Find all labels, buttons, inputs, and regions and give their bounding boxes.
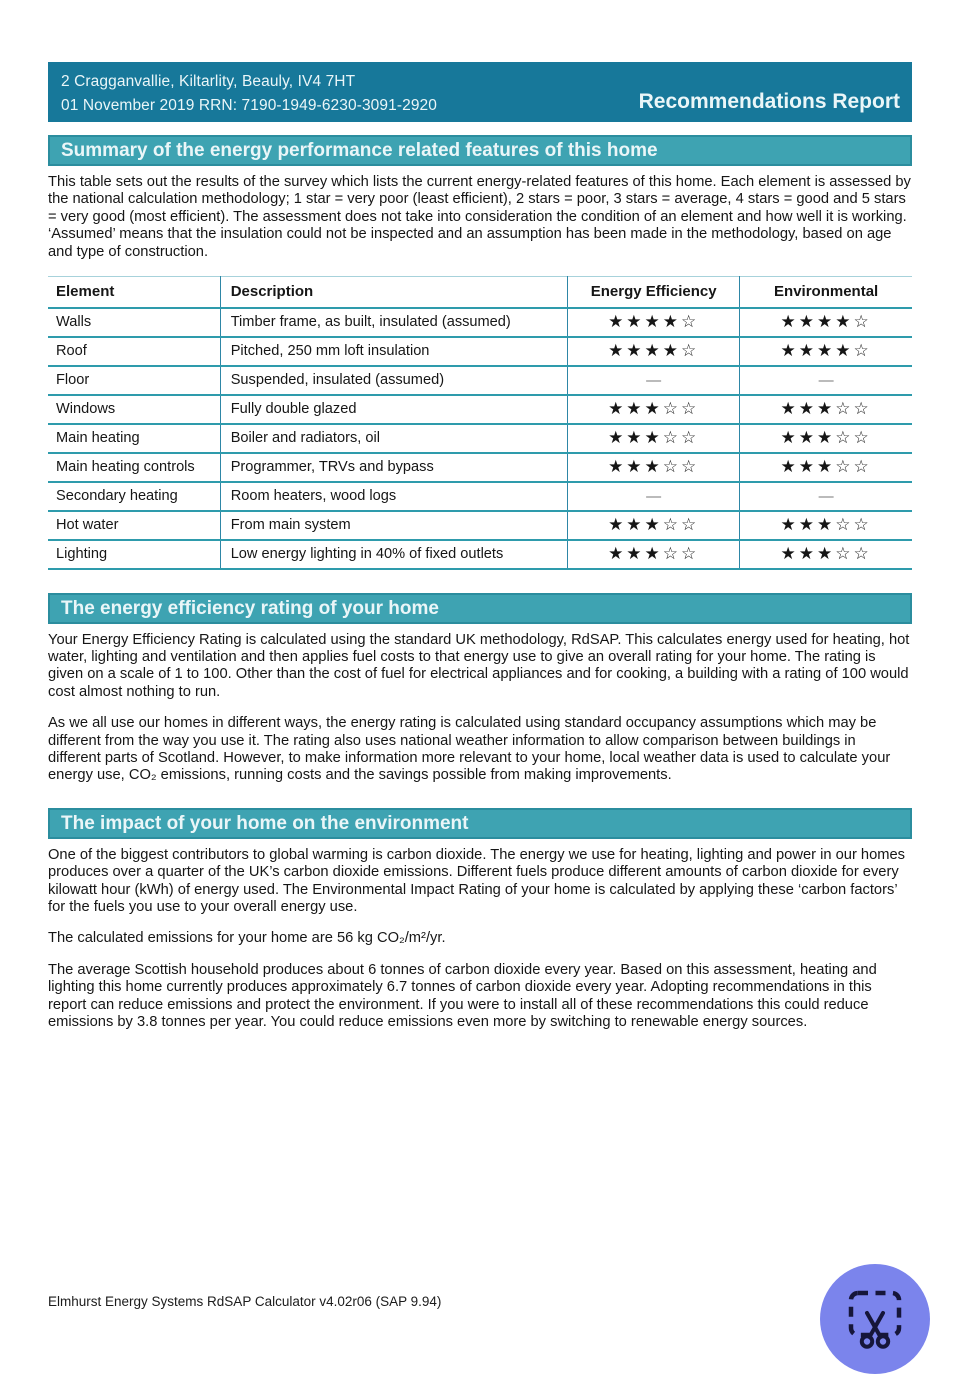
energy-efficiency-stars-cell: ★★★☆☆	[568, 453, 740, 482]
energy-efficiency-stars-cell: —	[568, 366, 740, 395]
environment-paragraph-2: The average Scottish household produces about 6 tonnes of carbon dioxide every year. Based on this assessment, heating and lighting this home currently produces approximately 6.7 tonnes of carbon dioxide every year. Adopting recommendations in this report can reduce emissions and protect the environment. If you were to install all of these recommendations this could reduce emissions by 3.8 tonnes per year. You could reduce emissions even more by switching to renewable energy sources.	[48, 961, 877, 1031]
report-date-rrn: 01 November 2019 RRN: 7190-1949-6230-3091-2920	[61, 97, 437, 114]
element-cell: Hot water	[48, 511, 220, 540]
report-body	[48, 62, 912, 1031]
description-cell: From main system	[220, 511, 567, 540]
features-table-body	[48, 308, 912, 569]
description-cell: Timber frame, as built, insulated (assumed)	[220, 308, 567, 337]
environment-emissions-line: The calculated emissions for your home are 56 kg CO₂/m²/yr.	[48, 930, 446, 947]
efficiency-paragraph-1: Your Energy Efficiency Rating is calculated using the standard UK methodology, RdSAP. This calculates energy used for heating, hot water, lighting and ventilation and then applies fuel costs to that energy use to give an overall rating for your home. The rating is given on a scale of 1 to 100. Other than the cost of fuel for electrical appliances and for cooking, a building with a rating of 100 would cost almost nothing to run.	[48, 631, 910, 700]
environmental-stars-cell: ★★★★☆	[740, 337, 912, 366]
report-header-band	[48, 62, 912, 122]
snip-scissors-icon	[843, 1286, 907, 1352]
feature-row	[48, 482, 912, 511]
energy-efficiency-stars-cell: ★★★☆☆	[568, 511, 740, 540]
environmental-stars-cell: ★★★☆☆	[740, 395, 912, 424]
description-cell: Programmer, TRVs and bypass	[220, 453, 567, 482]
summary-intro-paragraph: This table sets out the results of the survey which lists the current energy-related features of this home. Each element is assessed by the national calculation methodology; 1 star = very poor (least efficient), 2 stars = poor, 3 stars = average, 4 stars = good and 5 stars = very good (most efficient). The assessment does not take into consideration the condition of an element and how well it is working. ‘Assumed’ means that the insulation could not be inspected and an assumption has been made in the methodology, based on age and type of construction.	[48, 174, 911, 260]
environmental-stars-cell: ★★★☆☆	[740, 540, 912, 569]
feature-row	[48, 424, 912, 453]
element-cell: Walls	[48, 308, 220, 337]
screenshot-capture-button[interactable]	[820, 1264, 930, 1374]
efficiency-paragraph-2: As we all use our homes in different ways, the energy rating is calculated using standard occupancy assumptions which may be different from the way you use it. The rating also uses national weather information to allow comparison between buildings in different parts of Scotland. However, to make information more relevant to your home, local weather data is used to calculate your energy use, CO₂ emissions, running costs and the savings possible from making improvements.	[48, 715, 891, 784]
description-cell: Pitched, 250 mm loft insulation	[220, 337, 567, 366]
energy-efficiency-stars-cell: ★★★★☆	[568, 337, 740, 366]
feature-row	[48, 308, 912, 337]
description-cell: Boiler and radiators, oil	[220, 424, 567, 453]
column-header-energy-efficiency: Energy Efficiency	[568, 277, 740, 308]
property-address: 2 Cragganvallie, Kiltarlity, Beauly, IV4 7HT	[61, 73, 356, 90]
environmental-stars-cell: ★★★☆☆	[740, 424, 912, 453]
feature-row	[48, 540, 912, 569]
element-cell: Windows	[48, 395, 220, 424]
section-heading-efficiency: The energy efficiency rating of your home	[48, 593, 912, 624]
environmental-stars-cell: —	[740, 482, 912, 511]
feature-row	[48, 366, 912, 395]
element-cell: Secondary heating	[48, 482, 220, 511]
element-cell: Main heating controls	[48, 453, 220, 482]
description-cell: Suspended, insulated (assumed)	[220, 366, 567, 395]
column-header-environmental: Environmental	[740, 277, 912, 308]
section-heading-summary: Summary of the energy performance related features of this home	[48, 135, 912, 166]
feature-row	[48, 395, 912, 424]
element-cell: Roof	[48, 337, 220, 366]
environmental-stars-cell: ★★★☆☆	[740, 511, 912, 540]
energy-efficiency-stars-cell: ★★★☆☆	[568, 395, 740, 424]
description-cell: Fully double glazed	[220, 395, 567, 424]
footer-software-version: Elmhurst Energy Systems RdSAP Calculator v4.02r06 (SAP 9.94)	[48, 1294, 442, 1309]
feature-row	[48, 453, 912, 482]
feature-row	[48, 337, 912, 366]
element-cell: Main heating	[48, 424, 220, 453]
environmental-stars-cell: ★★★☆☆	[740, 453, 912, 482]
energy-efficiency-stars-cell: ★★★★☆	[568, 308, 740, 337]
column-header-element: Element	[48, 277, 220, 308]
report-title: Recommendations Report	[638, 90, 900, 113]
description-cell: Room heaters, wood logs	[220, 482, 567, 511]
energy-efficiency-stars-cell: ★★★☆☆	[568, 424, 740, 453]
energy-efficiency-stars-cell: ★★★☆☆	[568, 540, 740, 569]
features-table-header-row	[48, 277, 912, 308]
feature-row	[48, 511, 912, 540]
features-table	[48, 276, 912, 570]
element-cell: Lighting	[48, 540, 220, 569]
element-cell: Floor	[48, 366, 220, 395]
environmental-stars-cell: ★★★★☆	[740, 308, 912, 337]
description-cell: Low energy lighting in 40% of fixed outlets	[220, 540, 567, 569]
report-header-left	[61, 70, 437, 122]
column-header-description: Description	[220, 277, 567, 308]
environment-paragraph-1: One of the biggest contributors to global warming is carbon dioxide. The energy we use for heating, lighting and power in our homes produces over a quarter of the UK’s carbon dioxide emissions. Different fuels produce different amounts of carbon dioxide for every kilowatt hour (kWh) of energy used. The Environmental Impact Rating of your home is calculated by applying these ‘carbon factors’ for the fuels you use to your overall energy use.	[48, 846, 906, 915]
section-heading-environment: The impact of your home on the environment	[48, 808, 912, 839]
energy-efficiency-stars-cell: —	[568, 482, 740, 511]
environmental-stars-cell: —	[740, 366, 912, 395]
